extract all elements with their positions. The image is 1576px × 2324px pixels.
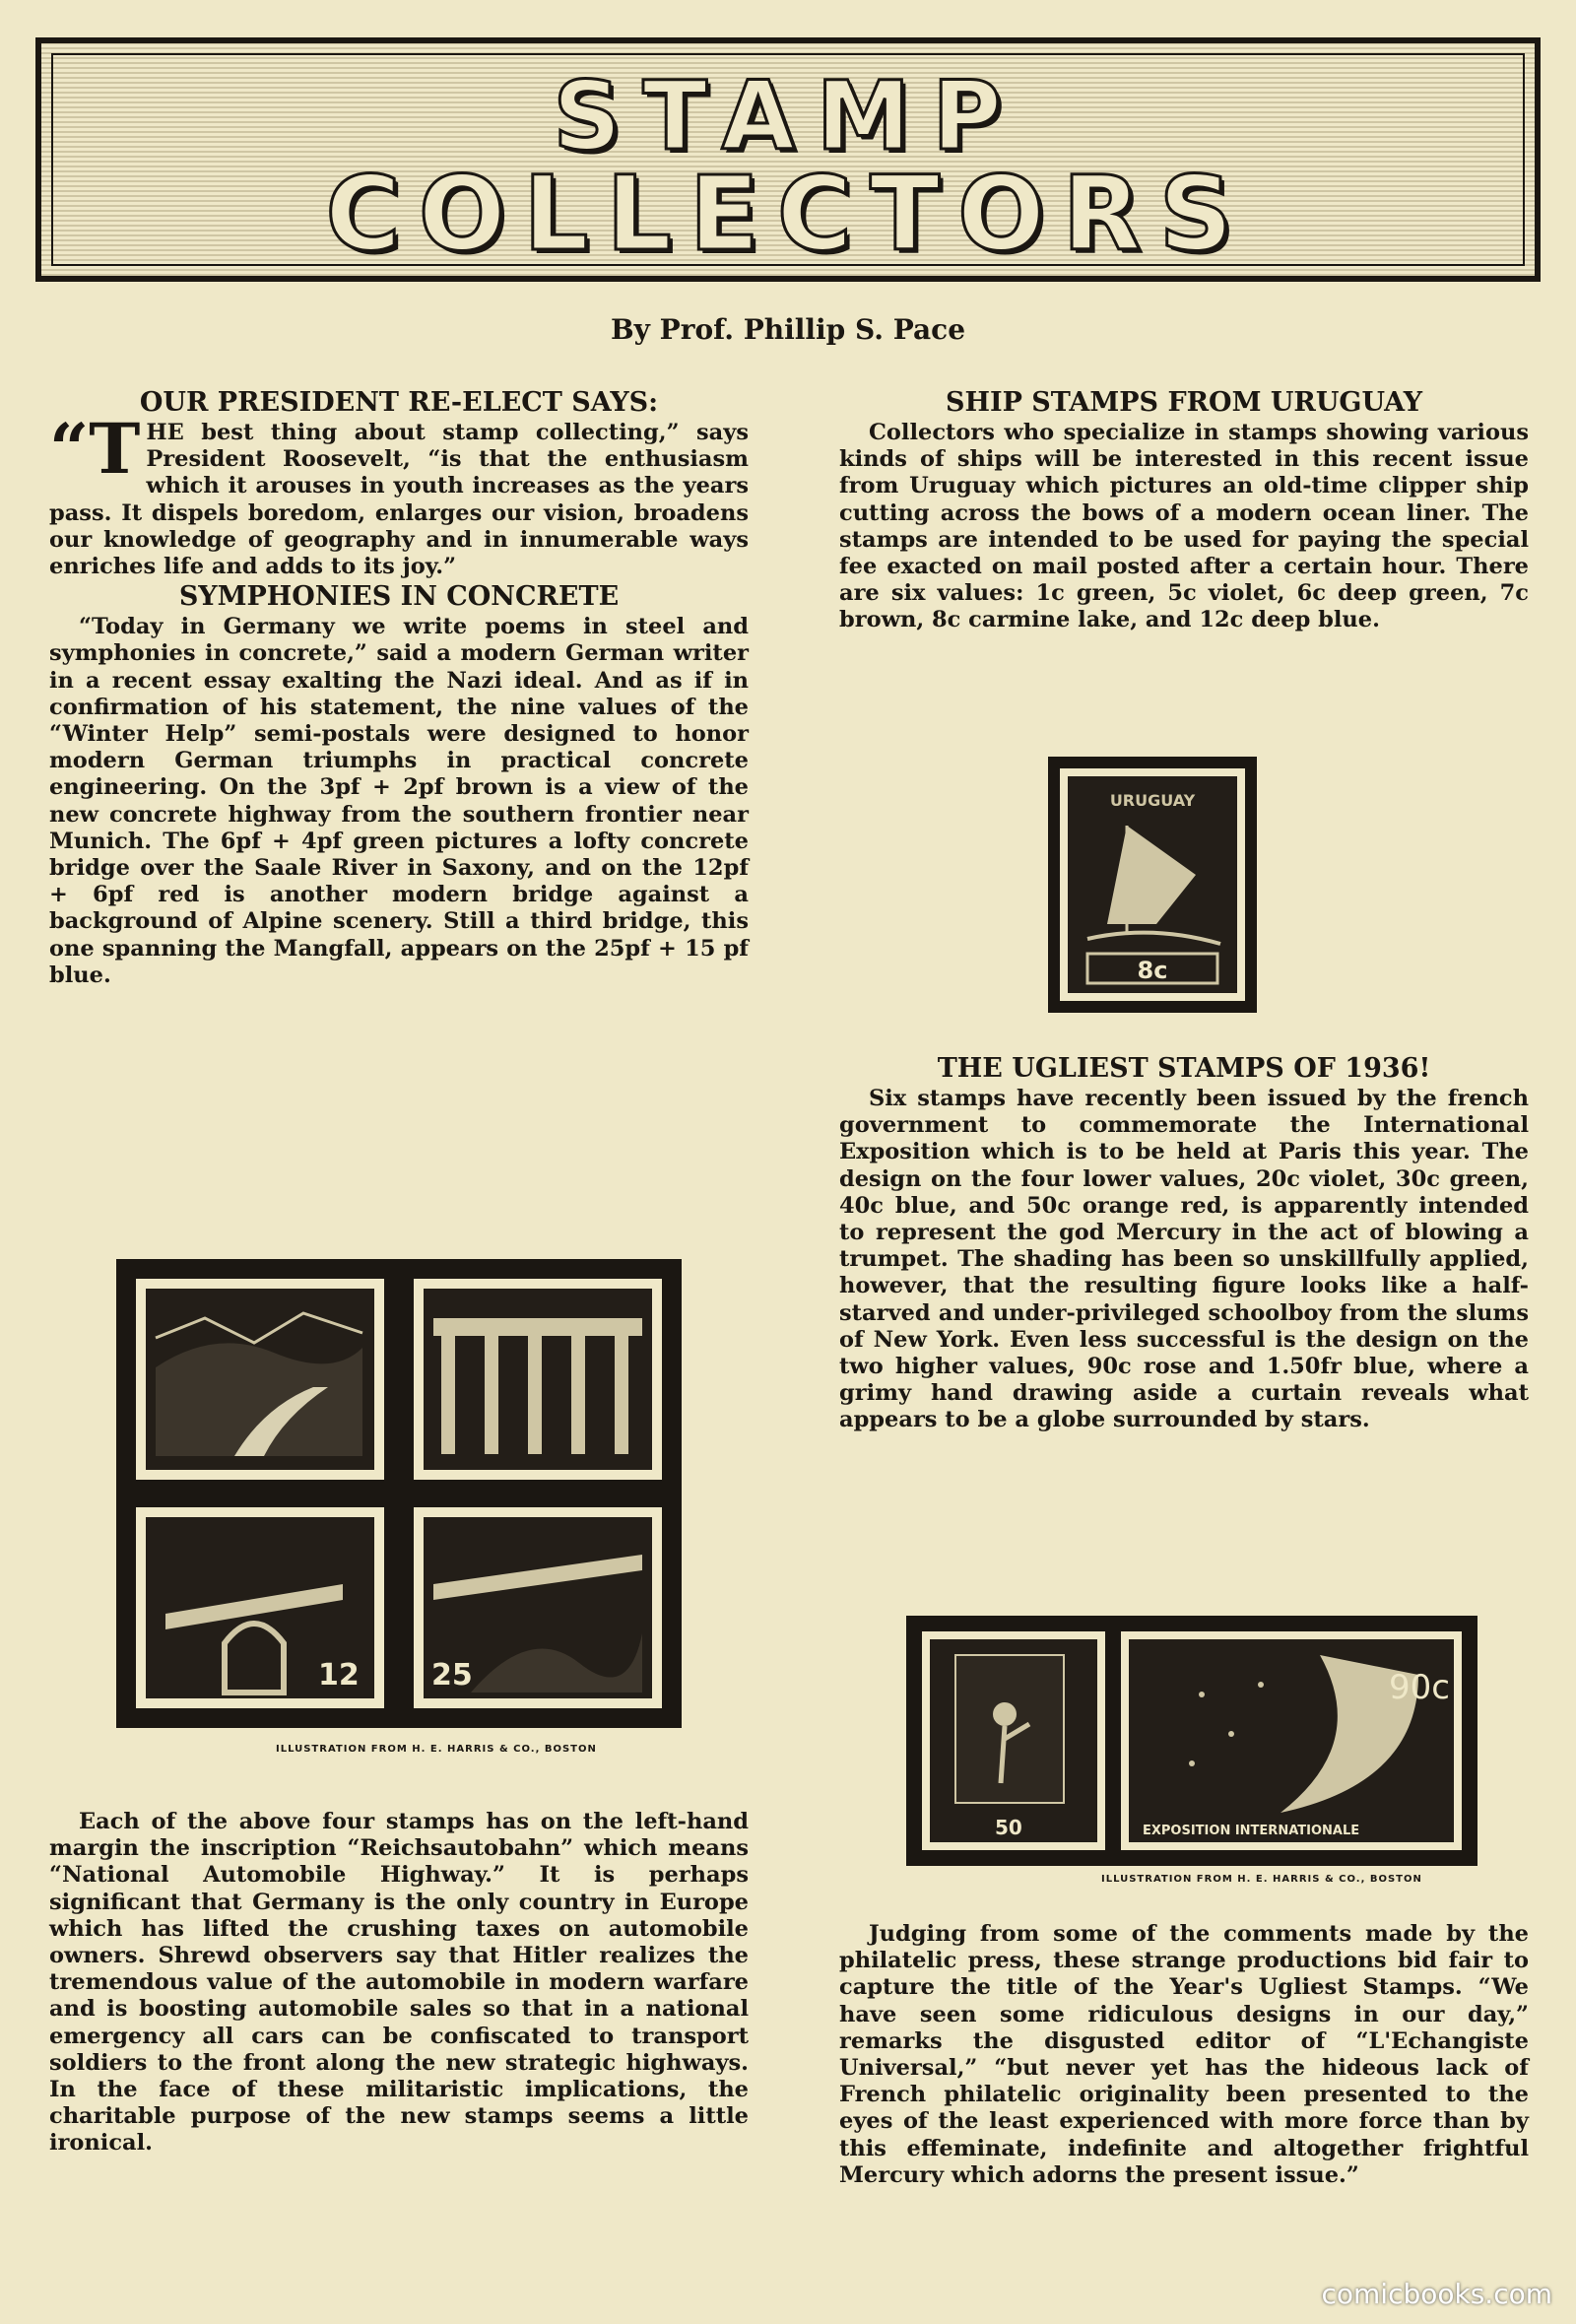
section-title-ugliest: THE UGLIEST STAMPS OF 1936! bbox=[937, 1053, 1431, 1084]
section-text-ugliest: Six stamps have recently been issued by the french government to commemorate the International Exposition which is to be held at Paris this year. The design on the four lower values, 20c violet, 30c green, 40c blue, and 50c orange red, is apparently intended to represent the god Mercury in the act of blowing a trumpet. The shading has been so unskillfully applied, however, that the resulting figure looks like a half-starved and under-privileged schoolboy from the slums of New York. Even less successful is the design on the two higher values, 90c rose and 1.50fr blue, where a grimy hand drawing aside a curtain reveals what appears to be a globe surrounded by stars. bbox=[839, 1086, 1529, 1433]
uruguay-stamp-svg bbox=[1048, 757, 1257, 1013]
french-stamp-inscription: EXPOSITION INTERNATIONALE bbox=[1143, 1824, 1360, 1838]
right-column-top bbox=[839, 386, 1529, 634]
president-quote: HE best thing about stamp collecting,” says President Roosevelt, “is that the enthusiasm which it arouses in youth increases as the years pass. It dispels boredom, enlarges our vision, broadens our knowledge of geography and in innumerable ways enriches life and adds to its joy.” bbox=[49, 420, 749, 580]
right-column-middle bbox=[839, 1052, 1529, 1434]
byline: By Prof. Phillip S. Pace bbox=[610, 313, 966, 346]
french-stamp-small-value: 50 bbox=[995, 1816, 1022, 1839]
watermark: comicbooks.com bbox=[1321, 2278, 1552, 2310]
stamp-mercury bbox=[922, 1631, 1105, 1850]
right-column-bottom bbox=[839, 1921, 1529, 2189]
german-stamps-svg bbox=[116, 1259, 682, 1728]
stamp-highway bbox=[136, 1279, 384, 1480]
section-text-reichsautobahn: Each of the above four stamps has on the left-hand margin the inscription “Reichsautobahn” which means “National Automobile Highway.” It is perhaps significant that Germany is the only country in Europe which has lifted the crushing taxes on automobile owners. Shrewd observers say that Hitler realizes the tremendous value of the automobile in modern warfare and is boosting automobile sales so that in a national emergency all cars can be confiscated to transport soldiers to the front along the new strategic highways. In the face of these militaristic implications, the charitable purpose of the new stamps seems a little ironical. bbox=[49, 1809, 749, 2157]
masthead-banner bbox=[35, 37, 1541, 282]
uruguay-stamp-label: URUGUAY bbox=[1109, 791, 1196, 810]
stamp-alpine-bridge bbox=[136, 1507, 384, 1708]
section-title-symphonies: SYMPHONIES IN CONCRETE bbox=[178, 581, 620, 613]
drop-cap: “T bbox=[49, 408, 141, 490]
section-text-symphonies: “Today in Germany we write poems in steel and symphonies in concrete,” said a modern German writer in a recent essay exalting the Nazi ideal. And as if in confirmation of his statement, the nine values of the “Winter Help” semi-postals were designed to honor modern German triumphs in practical concrete engineering. On the 3pf + 2pf brown is a view of the new concrete highway from the southern frontier near Munich. The 6pf + 4pf green pictures a lofty concrete bridge over the Saale River in Saxony, and on the 12pf + 6pf red is another modern bridge against a background of Alpine scenery. Still a third bridge, this one spanning the Mangfall, appears on the 25pf + 15 pf blue. bbox=[49, 614, 749, 988]
stamp-saale-bridge bbox=[414, 1279, 662, 1480]
french-stamps-credit: ILLUSTRATION FROM H. E. HARRIS & CO., BOSTON bbox=[1101, 1874, 1422, 1885]
uruguay-stamp-value: 8c bbox=[1137, 957, 1168, 984]
left-column-bottom bbox=[49, 1809, 749, 2158]
masthead-line-2: COLLECTORS bbox=[325, 154, 1251, 274]
section-title-president: OUR PRESIDENT RE-ELECT SAYS: bbox=[139, 387, 659, 418]
stamp-globe bbox=[1121, 1631, 1462, 1850]
section-title-uruguay: SHIP STAMPS FROM URUGUAY bbox=[945, 387, 1423, 418]
german-stamp-value-25: 25 bbox=[431, 1658, 473, 1693]
german-stamps-illustration bbox=[116, 1259, 682, 1728]
french-stamps-svg bbox=[906, 1616, 1478, 1866]
section-text-president bbox=[49, 408, 749, 580]
section-text-uruguay: Collectors who specialize in stamps showing various kinds of ships will be interested in this recent issue from Uruguay which pictures an old-time clipper ship cutting across the bows of a modern ocean liner. The stamps are intended to be used for paying the special fee exacted on mail posted after a certain hour. There are six values: 1c green, 5c violet, 6c deep green, 7c brown, 8c carmine lake, and 12c deep blue. bbox=[839, 420, 1529, 633]
german-stamp-value-12: 12 bbox=[318, 1658, 360, 1693]
section-text-judging: Judging from some of the comments made by the philatelic press, these strange productions bid fair to capture the title of the Year's Ugliest Stamps. “We have seen some ridiculous designs in our day,” remarks the disgusted editor of “L'Echangiste Universal,” “but never yet has the hideous lack of French philatelic originality been presented to the eyes of the least experienced with more force than by this effeminate, indefinite and altogether frightful Mercury which adorns the present issue.” bbox=[839, 1921, 1529, 2188]
german-stamps-credit: ILLUSTRATION FROM H. E. HARRIS & CO., BOSTON bbox=[276, 1744, 597, 1755]
masthead-line-1: STAMP bbox=[553, 61, 1023, 171]
masthead-inner-frame bbox=[51, 53, 1525, 274]
uruguay-stamp-illustration bbox=[1048, 757, 1257, 1013]
stamp-mangfall-bridge bbox=[414, 1507, 662, 1708]
french-stamp-value-90c: 90c bbox=[1389, 1668, 1450, 1707]
french-stamps-illustration bbox=[906, 1616, 1478, 1866]
left-column-top bbox=[49, 386, 749, 989]
